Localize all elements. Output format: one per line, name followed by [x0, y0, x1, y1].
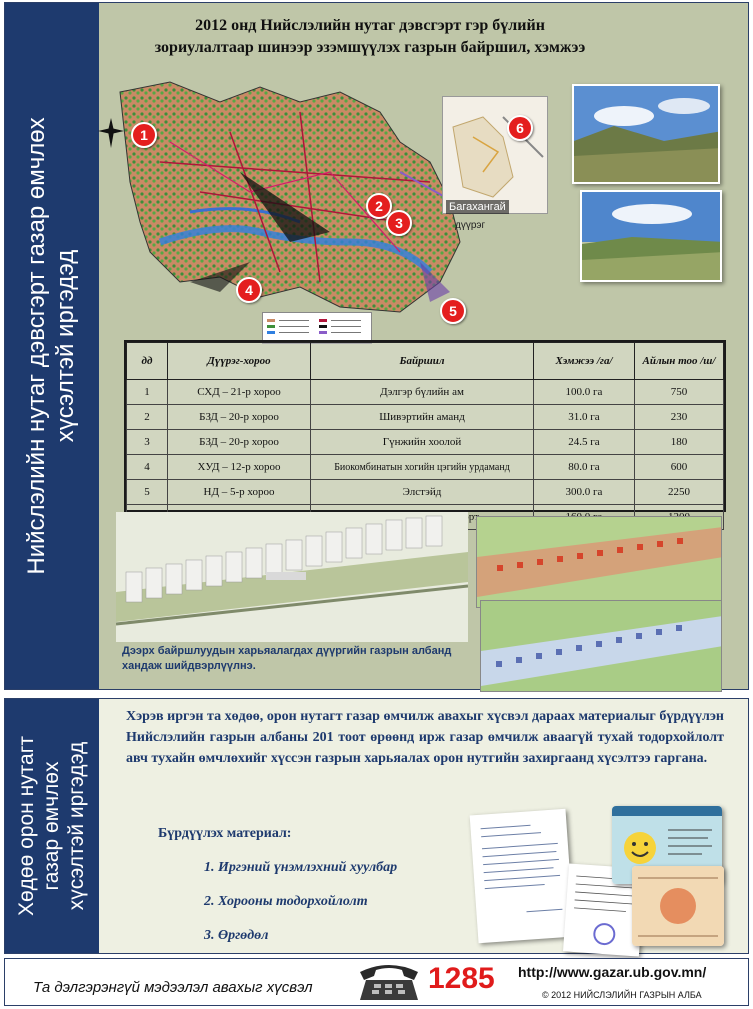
title-line-2: зориулалтаар шинээр эзэмшүүлэх газрын байршил, хэмжээ	[154, 38, 586, 56]
table-cell: НД – 5-р хороо	[168, 480, 311, 505]
table-cell: 31.0 га	[534, 405, 635, 430]
landscape-photo-1	[572, 84, 720, 184]
table-header-cell: Дүүрэг-хороо	[168, 343, 311, 380]
landscape-photo-2-graphic	[582, 192, 722, 282]
table-cell: 100.0 га	[534, 380, 635, 405]
table-cell: БЗД – 20-р хороо	[168, 430, 311, 455]
inset-label: Багахангай	[446, 200, 509, 214]
table-row	[127, 455, 724, 480]
compass-icon	[98, 118, 124, 148]
locations-table-grid	[126, 342, 724, 530]
table-cell: 1	[127, 380, 168, 405]
table-row	[127, 480, 724, 505]
page-title	[110, 15, 630, 58]
map-marker-5: 5	[440, 298, 466, 324]
side-title-top	[23, 117, 81, 574]
site-plan-orange	[476, 516, 722, 608]
site-plan-blue-graphic	[481, 601, 722, 692]
table-cell: 750	[635, 380, 724, 405]
plan-caption: Дээрх байршлуудын харьяалагдах дүүргийн газрын албанд хандаж шийдвэрлүүлнэ.	[122, 645, 452, 672]
materials-list-item: 2. Хорооны тодорхойлолт	[204, 894, 368, 909]
phone-icon	[356, 956, 422, 1002]
table-cell: 300.0 га	[534, 480, 635, 505]
inset-map-graphic	[443, 97, 548, 214]
table-row	[127, 380, 724, 405]
map-marker-6: 6	[507, 115, 533, 141]
side-title-bottom-line2: газар өмчлөх	[40, 761, 64, 891]
side-title-bottom-line1: Хөдөө орон нутагт	[15, 735, 39, 917]
table-cell: 2	[127, 405, 168, 430]
site-plan-blue	[480, 600, 722, 692]
locations-table	[124, 340, 726, 512]
instructions-paragraph: Хэрэв иргэн та хөдөө, орон нутагт газар өмчилж авахыг хүсвэл дараах материалыг бүрдүүлэн Нийслэлийн газрын албаны 201 тоот өрөөнд ирж газар өмчилж аваагүй тухай тодорхойлолт авч тухайн өмчлөхийг хүссэн газрын харьяалах орон нутгийн захиргаанд хүсэлтээ гаргана.	[126, 709, 724, 766]
site-plan-orange-graphic	[477, 517, 722, 608]
id-card-back-graphic	[632, 866, 724, 946]
table-cell: ХУД – 12-р хороо	[168, 455, 311, 480]
side-title-top-line2: хүсэлтэй иргэдэд	[52, 249, 79, 443]
city-map	[100, 72, 470, 322]
side-title-top-line1: Нийслэлийн нутаг дэвсгэрт газар өмчлөх	[23, 117, 51, 575]
map-marker-1: 1	[131, 122, 157, 148]
side-band-bottom	[5, 699, 99, 953]
map-marker-3: 3	[386, 210, 412, 236]
inset-label-district: дүүрэг	[455, 220, 486, 231]
residential-plan-3d	[116, 512, 468, 642]
landscape-photo-1-graphic	[574, 86, 720, 184]
table-cell: Шивэртийн аманд	[311, 405, 534, 430]
table-cell: 80.0 га	[534, 455, 635, 480]
website-link[interactable]: http://www.gazar.ub.gov.mn/	[518, 964, 707, 980]
application-letter-graphic	[470, 809, 575, 943]
table-cell: 5	[127, 480, 168, 505]
table-cell: Дэлгэр бүлийн ам	[311, 380, 534, 405]
map-marker-4: 4	[236, 277, 262, 303]
materials-list-item: 3. Өргөдөл	[204, 928, 269, 943]
table-header-cell: Айлын тоо /ш/	[635, 343, 724, 380]
side-title-bottom	[14, 736, 90, 916]
map-marker-2: 2	[366, 193, 392, 219]
table-cell: Элстэйд	[311, 480, 534, 505]
id-card-back-image	[632, 866, 724, 946]
table-cell: 2250	[635, 480, 724, 505]
table-cell: 4	[127, 455, 168, 480]
materials-list-item: 1. Иргэний үнэмлэхний хуулбар	[204, 860, 398, 875]
table-cell: 24.5 га	[534, 430, 635, 455]
table-row	[127, 405, 724, 430]
table-row	[127, 430, 724, 455]
landscape-photo-2	[580, 190, 722, 282]
table-cell: 230	[635, 405, 724, 430]
table-header-cell: Хэмжээ /га/	[534, 343, 635, 380]
materials-title: Бүрдүүлэх материал:	[158, 826, 292, 841]
table-cell: Гүнжийн хоолой	[311, 430, 534, 455]
table-cell: 180	[635, 430, 724, 455]
application-letter-image	[470, 809, 575, 943]
table-cell: 600	[635, 455, 724, 480]
side-title-bottom-line3: хүсэлтэй иргэдэд	[65, 741, 89, 911]
table-header-cell: дд	[127, 343, 168, 380]
table-cell: БЗД – 20-р хороо	[168, 405, 311, 430]
side-band-top	[5, 3, 99, 689]
legend-graphic	[263, 313, 371, 343]
inset-map	[442, 96, 548, 214]
hotline-number: 1285	[428, 962, 495, 995]
footer-info-text: Та дэлгэрэнгүй мэдээлэл авахыг хүсвэл	[33, 979, 313, 996]
table-header-cell: Байршил	[311, 343, 534, 380]
table-cell: 3	[127, 430, 168, 455]
copyright-text: © 2012 НИЙСЛЭЛИЙН ГАЗРЫН АЛБА	[542, 990, 702, 1000]
table-cell: СХД – 21-р хороо	[168, 380, 311, 405]
title-line-1: 2012 онд Нийслэлийн нутаг дэвсгэрт гэр бүлийн	[195, 17, 545, 34]
table-cell: Биокомбинатын хогийн цэгийн урдаманд	[311, 455, 534, 480]
table-header-row	[127, 343, 724, 380]
